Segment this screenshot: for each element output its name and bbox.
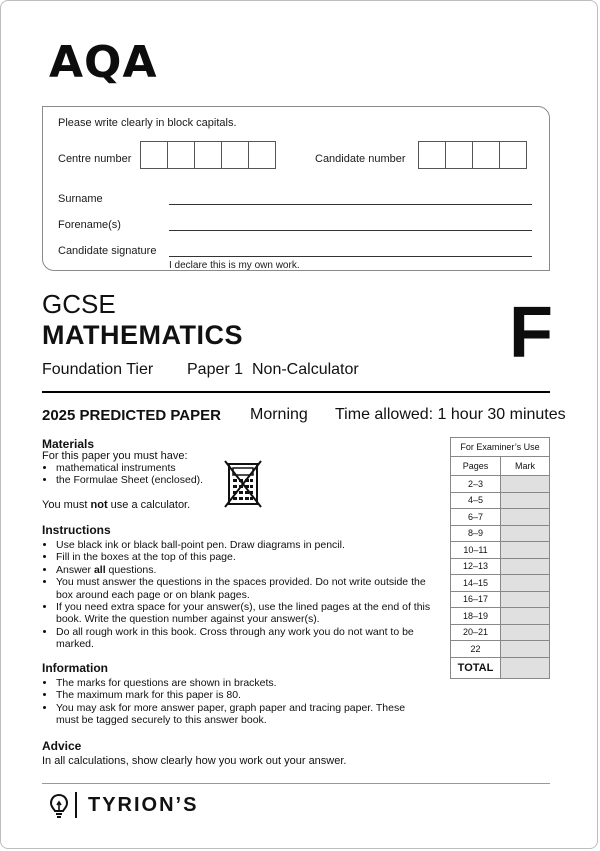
footer-divider	[42, 783, 550, 784]
mark-column-header: Mark	[501, 457, 550, 476]
instructions-heading: Instructions	[42, 523, 111, 537]
instruction-item: • If you need extra space for your answer(s), use the lined pages at the end of this book. Write the question number against your answer(s).	[56, 601, 441, 626]
signature-field[interactable]	[169, 256, 532, 257]
mark-cell[interactable]	[501, 525, 550, 542]
table-row: 6–7	[451, 509, 550, 526]
table-row: 12–13	[451, 558, 550, 575]
candidate-number-digit[interactable]	[499, 141, 527, 169]
mark-cell[interactable]	[501, 558, 550, 575]
examiner-use-table	[450, 437, 550, 679]
header-divider	[42, 391, 550, 393]
surname-field[interactable]	[169, 204, 532, 205]
table-row: 10–11	[451, 542, 550, 559]
no-calculator-icon	[223, 459, 263, 509]
materials-intro: For this paper you must have:	[42, 450, 188, 462]
aqa-logo: AQA	[49, 37, 158, 88]
mark-cell[interactable]	[501, 509, 550, 526]
tier-letter: F	[509, 293, 553, 373]
calculator-rule: You must not use a calculator.	[42, 499, 191, 511]
brand-divider	[75, 792, 77, 818]
information-heading: Information	[42, 661, 108, 675]
brand-logo: TYRION’S	[88, 794, 199, 816]
information-list	[42, 677, 426, 727]
lightbulb-icon	[48, 792, 70, 820]
table-row: 18–19	[451, 608, 550, 625]
mark-cell[interactable]	[501, 575, 550, 592]
pages-column-header: Pages	[451, 457, 501, 476]
advice-heading: Advice	[42, 739, 82, 753]
tier-label: Foundation Tier	[42, 361, 154, 378]
declaration-text: I declare this is my own work.	[169, 260, 300, 271]
candidate-number-boxes	[419, 141, 527, 169]
table-row: 8–9	[451, 525, 550, 542]
mark-cell[interactable]	[501, 591, 550, 608]
mark-cell[interactable]	[501, 608, 550, 625]
mark-cell[interactable]	[501, 492, 550, 509]
examiner-table-title: For Examiner’s Use	[451, 438, 550, 457]
materials-item: • mathematical instruments	[56, 462, 236, 474]
centre-number-digit[interactable]	[194, 141, 222, 169]
centre-number-digit[interactable]	[248, 141, 276, 169]
calculator-status: Non-Calculator	[252, 361, 359, 378]
total-mark-cell[interactable]	[501, 657, 550, 678]
signature-label: Candidate signature	[58, 245, 157, 257]
total-label: TOTAL	[451, 657, 501, 678]
surname-label: Surname	[58, 193, 103, 205]
information-item: • The marks for questions are shown in brackets.	[56, 677, 426, 689]
instruction-item: • You must answer the questions in the spaces provided. Do not write outside the box around each page or on blank pages.	[56, 576, 441, 601]
materials-heading: Materials	[42, 437, 95, 451]
candidate-number-digit[interactable]	[472, 141, 500, 169]
time-allowed: Time allowed: 1 hour 30 minutes	[335, 406, 566, 423]
candidate-number-digit[interactable]	[445, 141, 473, 169]
forename-label: Forename(s)	[58, 219, 121, 231]
centre-number-boxes	[141, 141, 276, 169]
centre-number-digit[interactable]	[221, 141, 249, 169]
information-item: • The maximum mark for this paper is 80.	[56, 689, 426, 701]
table-row: 22	[451, 641, 550, 658]
candidate-number-digit[interactable]	[418, 141, 446, 169]
instruction-item: • Use black ink or black ball-point pen. Draw diagrams in pencil.	[56, 539, 441, 551]
table-row: 4–5	[451, 492, 550, 509]
centre-number-digit[interactable]	[167, 141, 195, 169]
centre-number-digit[interactable]	[140, 141, 168, 169]
centre-number-label: Centre number	[58, 153, 132, 165]
forename-field[interactable]	[169, 230, 532, 231]
instruction-item: • Fill in the boxes at the top of this page.	[56, 551, 441, 563]
mark-cell[interactable]	[501, 641, 550, 658]
information-item: • You may ask for more answer paper, graph paper and tracing paper. These must be tagged securely to this answer book.	[56, 702, 426, 727]
mark-cell[interactable]	[501, 476, 550, 493]
total-row	[451, 657, 550, 678]
paper-title: 2025 PREDICTED PAPER	[42, 407, 221, 424]
instruction-item: • Answer all questions.	[56, 564, 441, 576]
mark-cell[interactable]	[501, 624, 550, 641]
instructions-list	[42, 539, 441, 651]
materials-list	[42, 462, 236, 487]
mark-cell[interactable]	[501, 542, 550, 559]
materials-item: • the Formulae Sheet (enclosed).	[56, 474, 236, 486]
candidate-number-label: Candidate number	[315, 153, 406, 165]
table-row: 14–15	[451, 575, 550, 592]
qualification-title: GCSE	[42, 289, 116, 319]
instruction-item: • Do all rough work in this book. Cross through any work you do not want to be marked.	[56, 626, 441, 651]
session-label: Morning	[250, 406, 308, 423]
table-row: 20–21	[451, 624, 550, 641]
table-row: 16–17	[451, 591, 550, 608]
block-capitals-instruction: Please write clearly in block capitals.	[58, 117, 237, 129]
advice-text: In all calculations, show clearly how you work out your answer.	[42, 755, 347, 767]
paper-number: Paper 1	[187, 361, 244, 378]
table-row: 2–3	[451, 476, 550, 493]
subject-title: MATHEMATICS	[42, 320, 243, 350]
